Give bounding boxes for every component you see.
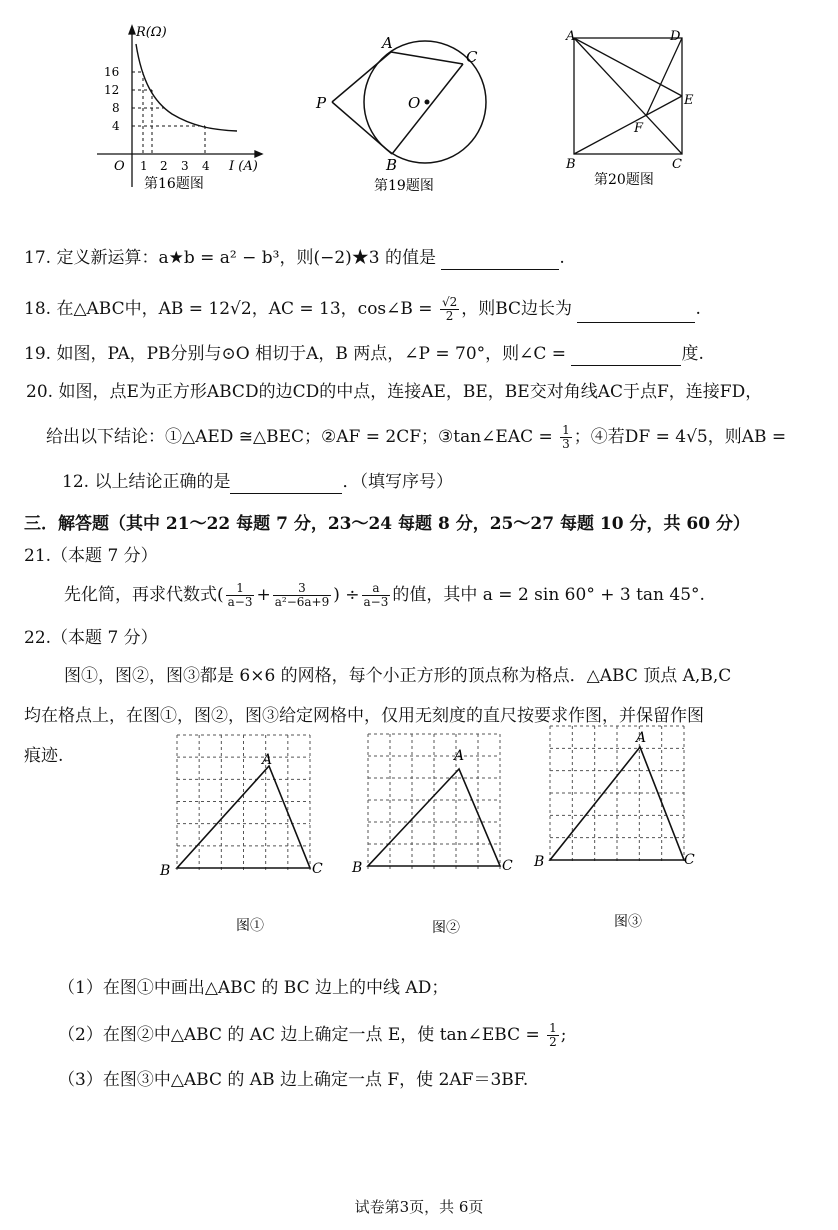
grid-lines bbox=[368, 734, 500, 869]
point-E: E bbox=[684, 93, 694, 108]
question-17 bbox=[24, 246, 565, 270]
figure-20 bbox=[560, 26, 700, 191]
question-20-line1: 20. 如图，点E为正方形ABCD的边CD的中点，连接AE，BE，BE交对角线AC于点F，连接FD， bbox=[26, 382, 763, 402]
triangle-abc bbox=[177, 766, 310, 868]
point-P: P bbox=[316, 94, 327, 112]
q17-end: . bbox=[559, 248, 565, 268]
x-tick-4: 4 bbox=[202, 159, 210, 173]
point-A: A bbox=[382, 34, 393, 52]
q18-end: . bbox=[695, 299, 701, 319]
question-22-para1: 图①，图②，图③都是 6×6 的网格，每个小正方形的顶点称为格点．△ABC 顶点 A,B,C bbox=[64, 666, 732, 686]
y-axis-label: R(Ω) bbox=[136, 25, 167, 40]
q18-text-post: ，则BC边长为 bbox=[461, 299, 573, 319]
section-3-heading: 三．解答题（其中 21～22 每题 7 分，23～24 每题 8 分，25～27 每题 10 分，共 60 分） bbox=[24, 514, 750, 534]
question-22-head: 22.（本题 7 分） bbox=[24, 628, 158, 648]
q21-fraction-1: $\frac{1}{a-3}$ bbox=[227, 581, 253, 609]
x-tick-2: 2 bbox=[160, 159, 168, 173]
grid-3-label-B: B bbox=[534, 854, 545, 870]
question-21-body: 先化简，再求代数式( $\frac{1}{a-3}$ + $\frac{3}{\text{a²−6a+9}}$ ) ÷ $\frac{a}{a-3}$ 的值，其中 a = 2 sin 60° + 3 tan 45°. bbox=[64, 581, 705, 609]
point-C: C bbox=[466, 48, 478, 66]
grid-1-caption: 图① bbox=[236, 918, 264, 934]
x-axis-label: I (A) bbox=[229, 159, 258, 174]
y-tick-4: 4 bbox=[112, 119, 120, 133]
q17-number: 17. bbox=[24, 248, 52, 268]
grid-figure-1 bbox=[158, 728, 328, 940]
q22-subquestion-1: （1）在图①中画出△ABC 的 BC 边上的中线 AD； bbox=[58, 978, 449, 998]
q21-fraction-2: $\frac{3}{\text{a²−6a+9}}$ bbox=[274, 581, 330, 609]
grid-2-caption: 图② bbox=[432, 920, 460, 936]
grid-2-label-C: C bbox=[502, 858, 513, 874]
question-20-line2: 给出以下结论：①△AED ≅△BEC；②AF = 2CF；③tan∠EAC = $\frac{1}{3}$ ；④若DF = 4√5，则AB = bbox=[46, 423, 787, 451]
q18-text: 18. 在△ABC中，AB = 12√2，AC = 13，cos∠B = bbox=[24, 299, 433, 319]
q20-fraction: $\frac{1}{3}$ bbox=[562, 423, 570, 451]
figure-19-caption: 第19题图 bbox=[374, 178, 434, 194]
q18-fraction: $\frac{√2}{2}$ bbox=[441, 295, 458, 323]
q22-subquestion-2: （2）在图②中△ABC 的 AC 边上确定一点 E，使 tan∠EBC = $\frac{1}{2}$ ; bbox=[58, 1021, 567, 1049]
q18-answer-blank[interactable] bbox=[577, 304, 695, 323]
origin-label: O bbox=[114, 159, 125, 174]
figure-20-caption: 第20题图 bbox=[594, 172, 654, 188]
question-22-para2: 均在格点上，在图①，图②，图③给定网格中，仅用无刻度的直尺按要求作图，并保留作图 bbox=[24, 706, 704, 726]
grid-1-label-A: A bbox=[262, 752, 273, 768]
point-D: D bbox=[670, 29, 681, 44]
y-tick-12: 12 bbox=[104, 83, 120, 97]
x-tick-3: 3 bbox=[181, 159, 189, 173]
page-footer: 试卷第3页，共 6页 bbox=[354, 1198, 484, 1216]
question-19 bbox=[24, 342, 704, 366]
question-21-head: 21.（本题 7 分） bbox=[24, 546, 158, 566]
question-22-para3: 痕迹. bbox=[24, 746, 64, 766]
y-tick-8: 8 bbox=[112, 101, 120, 115]
grid-2-label-B: B bbox=[352, 860, 363, 876]
figure-19 bbox=[308, 30, 498, 200]
point-F: F bbox=[634, 121, 644, 136]
grid-lines bbox=[177, 735, 310, 871]
grid-2-label-A: A bbox=[454, 748, 465, 764]
q17-answer-blank[interactable] bbox=[441, 251, 559, 270]
figure-16 bbox=[92, 22, 272, 192]
x-tick-1: 1 bbox=[140, 159, 148, 173]
q19-answer-blank[interactable] bbox=[571, 347, 681, 366]
point-B: B bbox=[566, 157, 576, 172]
point-C: C bbox=[672, 157, 682, 172]
grid-3-label-A: A bbox=[636, 730, 647, 746]
question-18 bbox=[24, 296, 701, 323]
grid-1-label-B: B bbox=[160, 863, 171, 879]
y-tick-16: 16 bbox=[104, 65, 120, 79]
q22-s2-fraction: $\frac{1}{2}$ bbox=[549, 1021, 557, 1049]
q17-text: 定义新运算：a★b = a² − b³，则(−2)★3 的值是 bbox=[56, 248, 437, 268]
q21-fraction-3: $\frac{a}{a-3}$ bbox=[363, 581, 389, 609]
grid-figure-2 bbox=[348, 720, 528, 938]
grid-figure-3 bbox=[528, 718, 708, 936]
q19-end: 度. bbox=[681, 344, 704, 364]
q22-subquestion-3: （3）在图③中△ABC 的 AB 边上确定一点 F，使 2AF＝3BF. bbox=[58, 1070, 529, 1090]
question-20-line3: 12. 以上结论正确的是 ．（填写序号） bbox=[62, 472, 453, 492]
point-B: B bbox=[386, 156, 398, 174]
q20-answer-blank[interactable] bbox=[230, 475, 342, 494]
grid-3-label-C: C bbox=[684, 852, 695, 868]
grid-3-caption: 图③ bbox=[614, 914, 642, 930]
q19-text: 19. 如图，PA，PB分别与⊙O 相切于A，B 两点，∠P = 70°，则∠C = bbox=[24, 344, 567, 364]
figure-16-caption: 第16题图 bbox=[144, 176, 204, 192]
grid-lines bbox=[550, 726, 684, 863]
point-O: O bbox=[408, 94, 421, 112]
point-A: A bbox=[566, 29, 576, 44]
grid-1-label-C: C bbox=[312, 861, 323, 877]
